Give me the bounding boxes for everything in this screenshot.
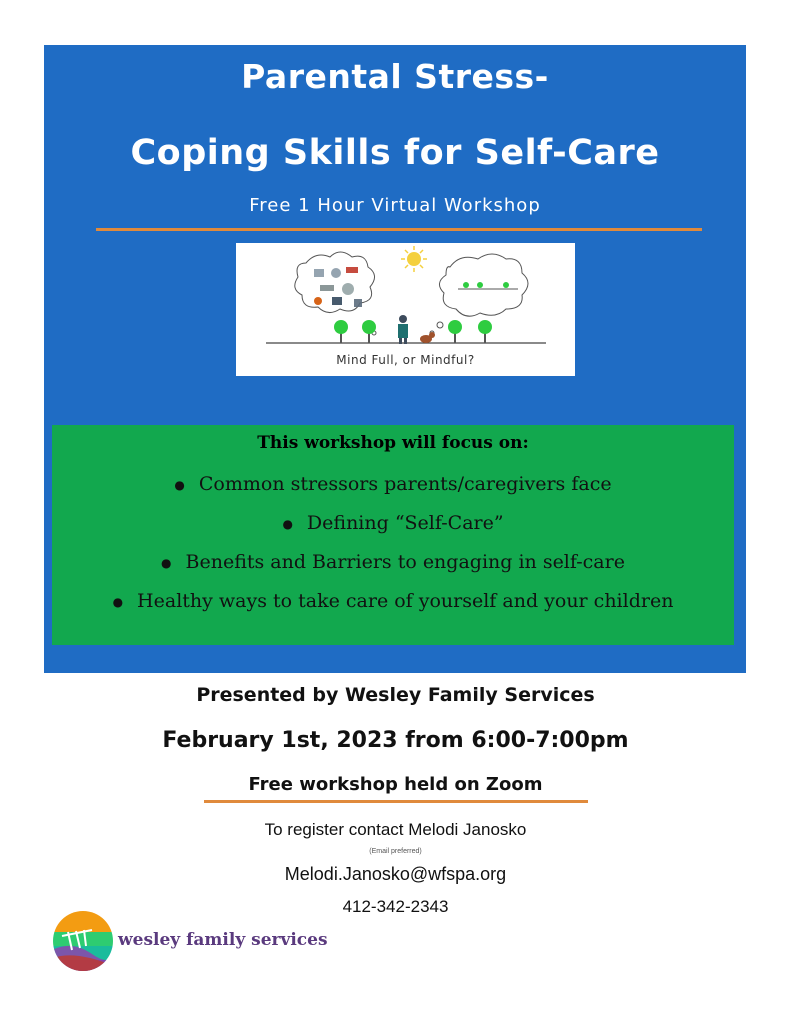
contact-line: To register contact Melodi Janosko bbox=[264, 820, 527, 839]
focus-panel bbox=[52, 425, 734, 645]
list-item: ● Defining “Self-Care” bbox=[282, 512, 504, 534]
event-date: February 1st, 2023 from 6:00-7:00pm bbox=[162, 728, 629, 753]
logo-text: wesley family services bbox=[118, 930, 328, 950]
illustration-caption: Mind Full, or Mindful? bbox=[336, 353, 475, 367]
presenter-line: Presented by Wesley Family Services bbox=[196, 684, 595, 706]
mindfulness-illustration bbox=[236, 243, 575, 376]
list-item: ● Common stressors parents/caregivers face bbox=[174, 473, 612, 495]
event-venue: Free workshop held on Zoom bbox=[248, 774, 543, 795]
contact-email[interactable]: Melodi.Janosko@wfspa.org bbox=[284, 864, 507, 884]
list-item: ● Healthy ways to take care of yourself and your children bbox=[112, 590, 674, 612]
title-line-1: Parental Stress- bbox=[241, 57, 549, 96]
bullet-icon: ● bbox=[282, 516, 293, 531]
bullet-icon: ● bbox=[174, 477, 185, 492]
contact-phone: 412-342-2343 bbox=[342, 897, 449, 916]
org-logo bbox=[52, 910, 342, 974]
bullet-icon: ● bbox=[161, 555, 172, 570]
wesley-logo-icon bbox=[52, 910, 114, 972]
focus-heading: This workshop will focus on: bbox=[257, 433, 529, 453]
bullet-icon: ● bbox=[112, 594, 124, 609]
list-item: ● Benefits and Barriers to engaging in self-care bbox=[161, 551, 625, 573]
header-panel bbox=[44, 45, 746, 673]
title-line-2: Coping Skills for Self-Care bbox=[130, 133, 660, 173]
contact-note: (Email preferred) bbox=[369, 848, 422, 855]
divider-orange-bottom bbox=[204, 800, 588, 803]
focus-list bbox=[52, 465, 734, 621]
subtitle: Free 1 Hour Virtual Workshop bbox=[249, 195, 541, 216]
divider-orange bbox=[96, 228, 702, 231]
